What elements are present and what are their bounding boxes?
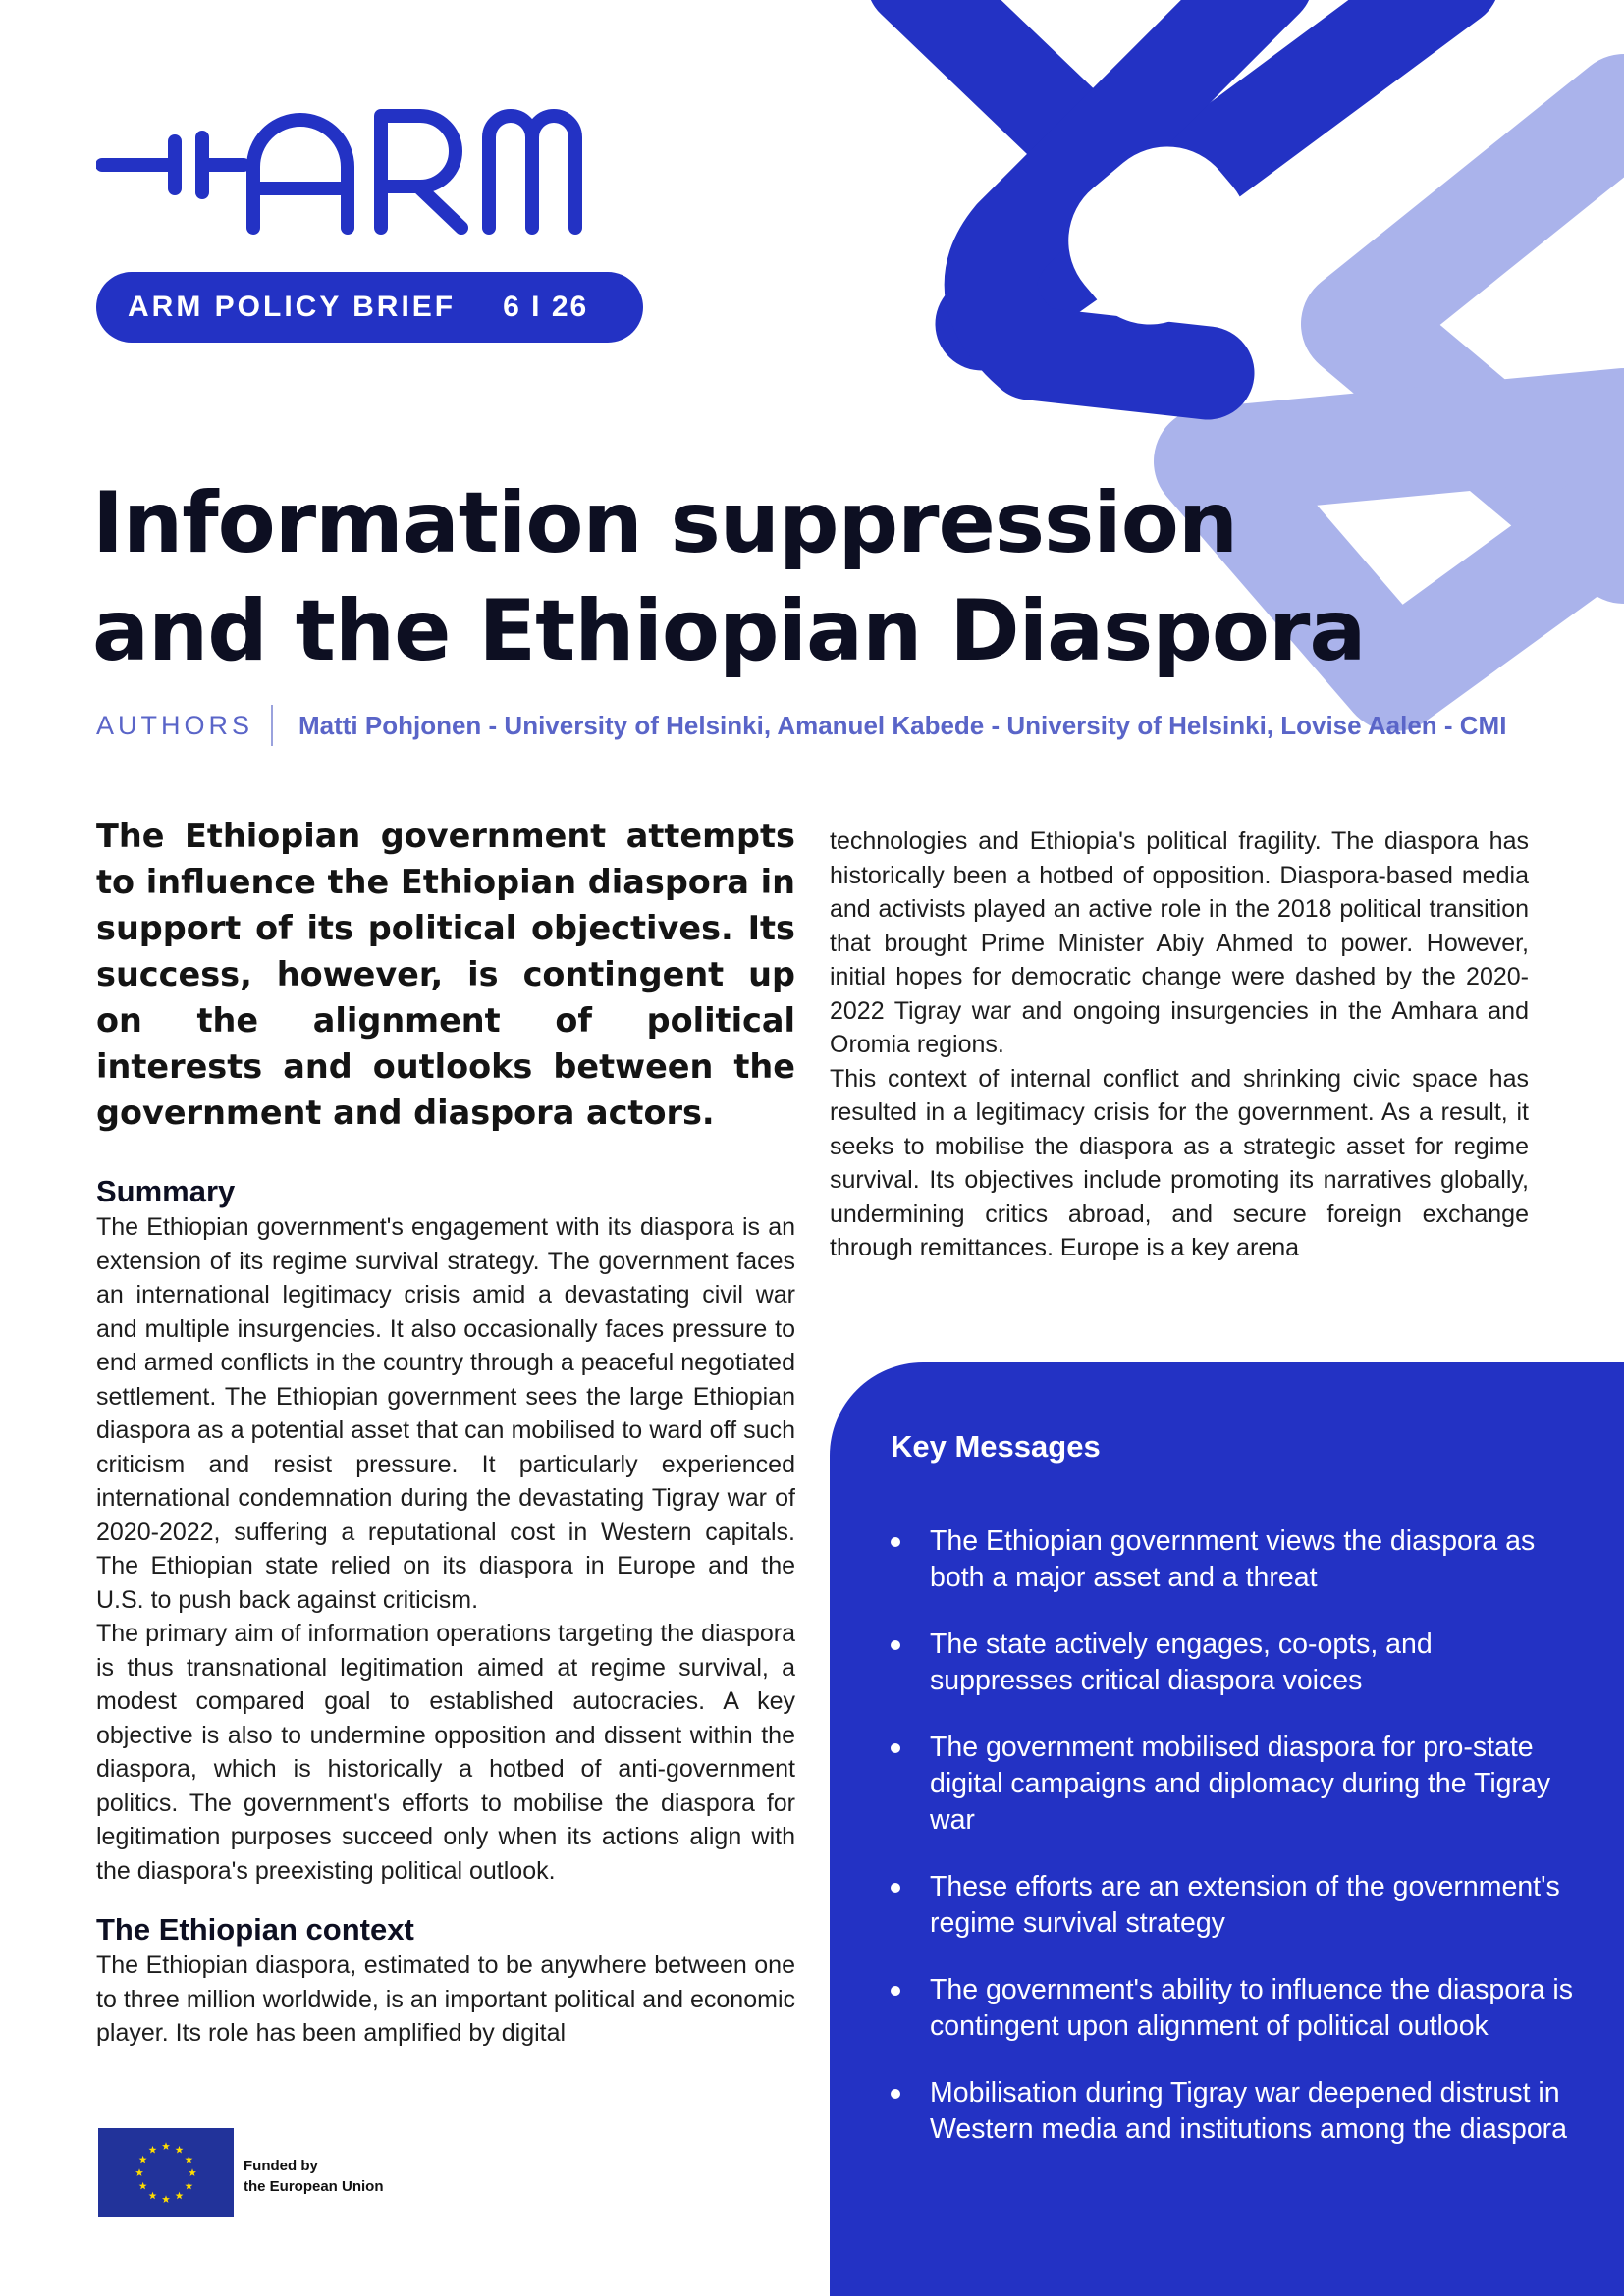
arm-logo — [96, 98, 646, 236]
bullet-icon — [891, 2089, 900, 2099]
bullet-icon — [891, 1640, 900, 1650]
context-heading: The Ethiopian context — [96, 1912, 414, 1947]
authors-divider — [271, 705, 273, 746]
funded-line-1: Funded by — [244, 2158, 318, 2174]
key-messages-list — [891, 1523, 1578, 2178]
bullet-icon — [891, 1883, 900, 1893]
context-paragraph-1: The Ethiopian diaspora, estimated to be anywhere between one to three million worldwide, is an important political and economic player. Its role has been amplified by digital — [96, 1951, 795, 2047]
bullet-icon — [891, 1743, 900, 1753]
deco-dark-loop — [991, 0, 1267, 373]
key-message-item: Mobilisation during Tigray war deepened distrust in Western media and institutions among the diaspora — [891, 2075, 1578, 2148]
summary-section — [96, 1173, 795, 1888]
bullet-icon — [891, 1537, 900, 1547]
deco-white-hole — [1041, 119, 1277, 352]
key-message-item: The state actively engages, co-opts, and suppresses critical diaspora voices — [891, 1627, 1578, 1699]
right-column — [830, 825, 1529, 1265]
page-title — [92, 469, 1369, 685]
funded-by-eu-text — [244, 2156, 384, 2197]
badge-label: ARM POLICY BRIEF — [128, 291, 457, 323]
title-line-1: Information suppression — [92, 474, 1238, 572]
badge-number: 6 I 26 — [503, 291, 589, 323]
left-column — [96, 813, 795, 2051]
eu-flag-icon — [98, 2128, 234, 2217]
funded-line-2: the European Union — [244, 2178, 384, 2195]
key-message-item: These efforts are an extension of the government's regime survival strategy — [891, 1869, 1578, 1942]
summary-paragraph-2: The primary aim of information operations targeting the diaspora is thus transnational legitimation aimed at regime survival, a modest compared goal to established autocracies. A key objective is also to undermine opposition and dissent within the diaspora, which is historically a hotbed of anti-government politics. The government's efforts to mobilise the diaspora for legitimation purposes succeed only when its actions align with the diaspora's preexisting political outlook. — [96, 1620, 795, 1885]
summary-paragraph-1: The Ethiopian government's engagement with its diaspora is an extension of its regime survival strategy. The government faces an international legitimacy crisis amid a devastating civil war and multiple insurgencies. It also occasionally faces pressure to end armed conflicts in the country through a peaceful negotiated settlement. The Ethiopian government sees the large Ethiopian diaspora as a potential asset that can mobilised to ward off such criticism and resist pressure. It particularly experienced international condemnation during the devastating Tigray war of 2020-2022, suffering a reputational cost in Western capitals. The Ethiopian state relied on its diaspora in Europe and the U.S. to push back against criticism. — [96, 1213, 795, 1614]
deco-dark-x — [913, 0, 1453, 324]
key-message-item: The government mobilised diaspora for pro-state digital campaigns and diplomacy during the Tigray war — [891, 1730, 1578, 1839]
authors-label: AUTHORS — [96, 711, 254, 740]
policy-brief-badge — [96, 272, 643, 343]
title-line-2: and the Ethiopian Diaspora — [92, 582, 1366, 680]
context-section — [96, 1911, 795, 2051]
key-message-item: The government's ability to influence the diaspora is contingent upon alignment of political outlook — [891, 1972, 1578, 2045]
context-paragraph-2: This context of internal conflict and shrinking civic space has resulted in a legitimacy crisis for the government. As a result, it seeks to mobilise the diaspora as a strategic asset for regime survival. Its objectives include promoting its narratives globally, undermining critics abroad, and secure foreign exchange through remittances. Europe is a key arena — [830, 1064, 1529, 1261]
key-messages-box — [830, 1362, 1624, 2296]
key-message-item: The Ethiopian government views the diaspora as both a major asset and a threat — [891, 1523, 1578, 1596]
deco-light-chevron — [1355, 108, 1624, 550]
context-paragraph-1-continued: technologies and Ethiopia's political fragility. The diaspora has historically been a hotbed of opposition. Diaspora-based media and activists played an active role in the 2018 political transition that brought Prime Minister Abiy Ahmed to power. However, initial hopes for democratic change were dashed by the 2020-2022 Tigray war and ongoing insurgencies in the Amhara and Oromia regions. — [830, 828, 1529, 1058]
lead-paragraph: The Ethiopian government attempts to influence the Ethiopian diaspora in support of its political objectives. Its success, however, is contingent up on the alignment of political interests and outlooks between the government and diaspora actors. — [96, 817, 795, 1132]
bullet-icon — [891, 1986, 900, 1996]
authors-names: Matti Pohjonen - University of Helsinki, Amanuel Kabede - University of Helsinki, Lovise Aalen - CMI — [298, 711, 1507, 740]
key-messages-heading: Key Messages — [891, 1429, 1101, 1464]
summary-heading: Summary — [96, 1174, 236, 1208]
